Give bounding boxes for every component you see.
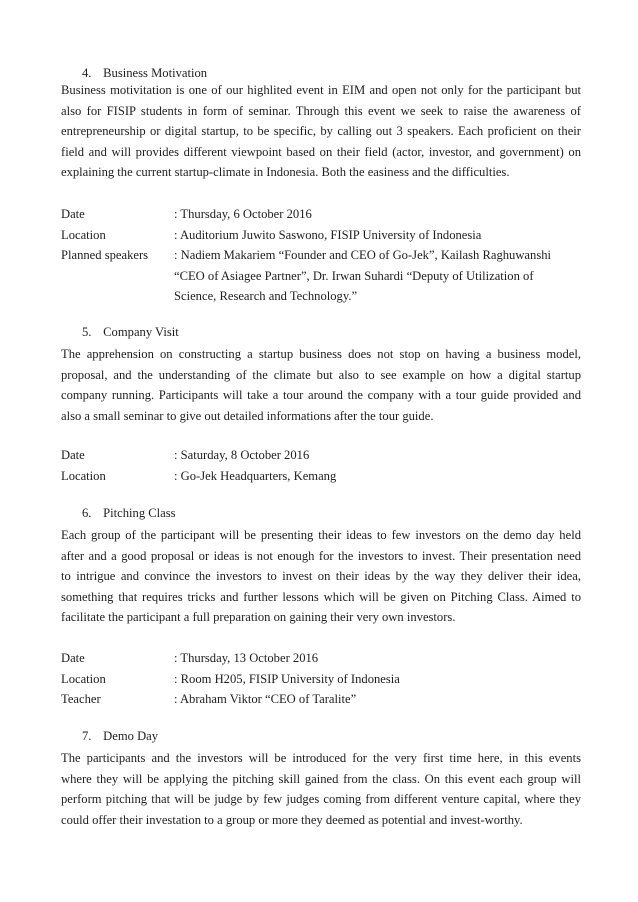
detail-value: : Go-Jek Headquarters, Kemang [174, 468, 337, 483]
detail-value: : Room H205, FISIP University of Indonesia [174, 671, 400, 686]
section-title: Pitching Class [103, 506, 176, 520]
paragraph-business-motivation [61, 80, 581, 183]
paragraph-line: The participants and the investors will be introduced for the very first time here, in this events [61, 751, 581, 765]
paragraph-line: after and a good proposal or ideas is not enough for the investors to invest. Their presentation need [61, 548, 581, 563]
detail-row-teacher [61, 689, 581, 710]
paragraph-line: could offer their investation to a group or more they deemed as potential and invest-worthy. [61, 812, 523, 827]
detail-row-date [61, 204, 581, 225]
detail-row-date [61, 648, 581, 669]
detail-row-planned-speakers [61, 245, 581, 307]
paragraph-company-visit [61, 344, 581, 426]
section-heading-business-motivation [82, 66, 207, 81]
detail-label: Teacher [61, 692, 101, 706]
detail-label: Location [61, 468, 106, 483]
detail-label: Planned speakers [61, 248, 149, 262]
paragraph-line: The apprehension on constructing a startup business does not stop on having a business model, [61, 347, 581, 361]
paragraph-line: something that requires tricks and further lessons which will be given on Pitching Class. Aimed to [61, 589, 581, 604]
section-title: Business Motivation [103, 66, 208, 80]
detail-value: : Abraham Viktor “CEO of Taralite” [174, 692, 357, 706]
paragraph-line: Business motivitation is one of our highlited event in EIM and open not only for the participant but [61, 83, 581, 97]
paragraph-line: Each group of the participant will be presenting their ideas to few investors on the demo day held [61, 528, 581, 542]
section-heading-pitching-class [82, 506, 176, 521]
paragraph-line: to intrigue and convince the investors to invest on their ideas by the way they deliver their idea, [61, 569, 581, 583]
detail-value: : Nadiem Makariem “Founder and CEO of Go-Jek”, Kailash Raghuwanshi [174, 248, 552, 262]
paragraph-line: where they will be applying the pitching skill gained from the class. On this event each group will [61, 771, 581, 786]
section-heading-company-visit [82, 325, 179, 340]
detail-label: Date [61, 651, 85, 665]
detail-value: “CEO of Asiagee Partner”, Dr. Irwan Suhardi “Deputy of Utilization of [174, 268, 534, 283]
paragraph-line: perform pitching that will be judge by few judges coming from different venture capital, where they [61, 792, 581, 806]
detail-value: Science, Research and Technology.” [174, 289, 358, 303]
paragraph-line: entrepreneurship or digital startup, to be specific, by calling out 3 speakers. Each proficient on their [61, 124, 581, 138]
detail-value: : Thursday, 6 October 2016 [174, 207, 312, 221]
section-number: 5. [82, 325, 92, 339]
detail-value: : Thursday, 13 October 2016 [174, 651, 319, 665]
paragraph-pitching-class [61, 525, 581, 628]
paragraph-line: proposal, and the understanding of the climate but also to see example on how a digital startup [61, 367, 581, 382]
detail-value: : Saturday, 8 October 2016 [174, 448, 310, 462]
detail-row-date [61, 445, 581, 466]
section-number: 6. [82, 506, 92, 520]
detail-value: : Auditorium Juwito Saswono, FISIP University of Indonesia [174, 227, 482, 242]
section-number: 4. [82, 66, 92, 80]
section-number: 7. [82, 729, 92, 743]
detail-label: Date [61, 448, 85, 462]
paragraph-line: company running. Participants will take a tour around the company with a tour guide provided and [61, 388, 581, 402]
detail-label: Date [61, 207, 85, 221]
section-title: Company Visit [103, 325, 179, 339]
detail-label: Location [61, 671, 106, 686]
section-heading-demo-day [82, 729, 158, 744]
paragraph-demo-day [61, 748, 581, 830]
detail-label: Location [61, 227, 106, 242]
section-title: Demo Day [103, 729, 159, 743]
paragraph-line: field and will provides different viewpoint based on their field (actor, investor, and government) on [61, 144, 581, 159]
details-company-visit [61, 445, 581, 486]
detail-row-location [61, 669, 581, 690]
detail-row-location [61, 225, 581, 246]
paragraph-line: also a small seminar to give out detailed informations after the tour guide. [61, 408, 434, 423]
paragraph-line: also for FISIP students in form of seminar. Through this event we seek to raise the awareness of [61, 103, 581, 118]
paragraph-line: facilitate the participant a full preparation on gaining their very own investors. [61, 610, 456, 624]
details-business-motivation [61, 204, 581, 307]
detail-row-location [61, 466, 581, 487]
details-pitching-class [61, 648, 581, 710]
paragraph-line: explaining the current startup-climate in Indonesia. Both the easiness and the difficulties. [61, 165, 510, 179]
